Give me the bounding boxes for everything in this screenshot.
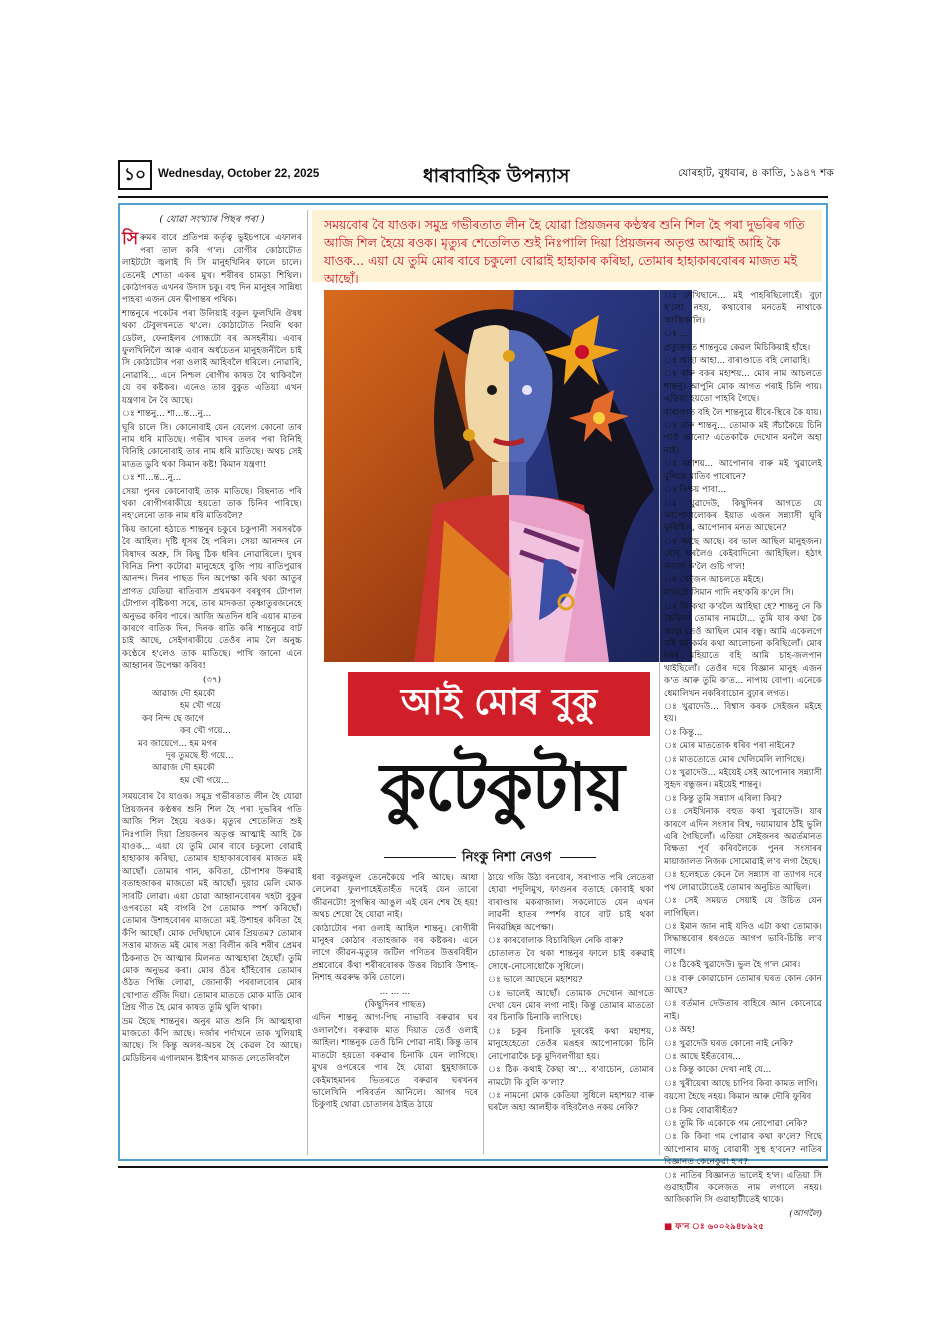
poem-line: দূৰ তুমছে হী গয়ে... [166, 751, 234, 762]
column-rule [307, 210, 308, 1155]
paragraph: বাৰাণ্ডাত বহি লৈ শান্তনুৱে ধীৰে-স্থিৰে কৈ যায়। [664, 407, 822, 418]
paragraph: ঃ তুমি কি একোকে গম নোপোৱা নেকি? [664, 1119, 808, 1129]
column-rule [483, 872, 484, 1154]
poem [122, 688, 302, 787]
poem-line: কব নিন্দ ছে জাগে [142, 713, 205, 724]
paragraph: ঃ খুৱাদেউ... মইয়েই সেই আপোনাৰ সন্ন্যাসী সুহৃদ বন্ধুজন। মইয়েই শান্তনু। [664, 768, 822, 791]
poem-line: আৱাজ দৌ হমকৌ [152, 689, 216, 700]
time-note: (কিছুদিনৰ পাছত) [364, 1000, 426, 1011]
paragraph: ঃ খুৰীয়েৰা আছে চাপিব কিবা কামত লাগি। [664, 1078, 818, 1089]
author-name: নিংকু নিশা নেওগ [462, 850, 552, 865]
paragraph: ঃ চকুৰ চিনাকি দুৰৰেই কথা মহাশয়, মানুহেহেতো তেওঁৰ মঙহৰ আপোনাকো চিনি নোপোৱাকৈ চকু মুদিবলগীয়া হয়। [488, 1026, 654, 1062]
paragraph: ঃ সেইখিনাক বহুত কথা খুৱাদেউ। যাৰ কাৰণে এদিন সংসাৰ বিশ্ব, দয়ামায়াৰ ঠাঁই ভুলি এৰি গৈছিলোঁ। এতিয়া সেইজনৰ অৱৰ্তমানত বিক্ষতা পূৰ্ব কৰিবলৈকে পুনৰ সংসাৰৰ মায়াজালত নিজক সোমোৱাই ল'ব লগা হৈছে। [664, 807, 822, 867]
author-rule [560, 857, 596, 858]
paragraph: ঃ খুৱাদেউ ঘৰত কোনো নাই নেকি? [664, 1038, 793, 1049]
paragraph: ঃ মোৰ মাততোক ধৰিব পৰা নাইনে? [664, 741, 795, 752]
paragraph: সময়বোৰ বৈ যাওক। সমুদ্ৰ গভীৰতাত লীন হৈ যোৱা প্ৰিয়জনৰ কণ্ঠস্বৰ শুনি শিল হৈ পৰা দুভৰিৰ গতি আজি শিল হৈয়ে ৰওক। মৃত্যুৰ শেতেলিত শুই নিঃপালি দিয়া প্ৰিয়জনৰ অতৃপ্ত আত্মাই আহি কৈ যাওক... এয়া যে তুমি মোৰ বাবে চকুলো বোৱাই হাহাকাৰ কৰিছা, তোমাৰ হাহাকাৰবোৰৰ মাজত মই আছোঁ। তোমাৰ গান, কবিতা, চৌপাশৰ উৰুৱাই বতাহজাকৰ মাজতো মই আছোঁ। দুয়ার মেলি মোক সাবটি লোৱা। এয়া চোৱা আহ্বানবোৰৰ খহটা বুকুৰ ওপৰতো মই বাগৰি গৈ তোমাক স্পৰ্শ কৰিছোঁ। তোমাৰ উশাহবোৰৰ মাজতো মই উশাহৰ কবিতা হৈ কঁপি আছোঁ। মোক দেখিছানে মোৰ প্ৰিয়তম? তোমাৰ সত্তাৰ মাজত মই মোৰ সত্তা বিলীন কৰি শৰীৰ প্ৰেমৰ ঠিকনাত দৈ আত্মাৰ মিলনত আত্মহাৰা হৈছোঁ। তুমি মোক অনুভৱ কৰা। মোৰ ওঁঠৰ হাঁহিবোৰ তোমাৰ ওঁঠত পিন্ধি লোৱা, জোনাকী পৰবালবোৰ মোৰ খোপাত গুঁজি দিয়া। তোমাৰ মাততে মোক মাতি মোৰ প্ৰিয় গীত হৈ মোৰ কাষত তুমি থুলি থাকা। [122, 792, 302, 1014]
paragraph: ঃ কিন্তু... [664, 727, 703, 738]
paragraph: ভ্ৰম হৈছে শান্তনুৰ। অনুৰ মাত শুনি সি আত্মহাৰা মাজতো কঁপি আছে। দৰ্জাৰ পৰ্দাখনে তাক খুলিয়াই আছে। সি কিন্তু অলৰ-অচৰ হৈ কেৱল বৈ আছে। মেডিচিনৰ এগালমান ষ্টাইপৰ মাজত লেতেলিবলৈ [122, 1016, 302, 1064]
paragraph: ঃ অহ! [664, 1025, 696, 1036]
paragraph: ঃ ভালেই আছোঁ। তোমাক দেখোন আগতে দেখা যেন মোৰ লগা নাই। কিন্তু তোমাৰ মাততো বৰ চিনাকি চিনাকি লাগিছে। [488, 988, 654, 1024]
paragraph: ঃ নিশ্চয় পাবা... [664, 485, 727, 496]
pull-quote: সময়বোৰ বৈ যাওক। সমুদ্ৰ গভীৰতাত লীন হৈ যোৱা প্ৰিয়জনৰ কণ্ঠস্বৰ শুনি শিল হৈ পৰা দুভৰিৰ গতি আজি শিল হৈয়ে ৰওক। মৃত্যুৰ শেতেলিত শুই নিঃপালি দিয়া প্ৰিয়জনৰ অতৃপ্ত আত্মাই আহি কৈ যাওক... এয়া যে তুমি মোৰ বাবে চকুলো বোৱাই হাহাকাৰ কৰিছা, তোমাৰ হাহাকাৰবোৰৰ মাজত মই আছোঁ। [312, 210, 822, 282]
middle-column-2 [488, 872, 654, 1154]
story-title: কুটেকুটায় [380, 749, 624, 826]
paragraph: প্ৰত্যুত্তৰত শান্তনুৱে কেৱল মিচিকিয়াই হাঁহে। [664, 342, 811, 353]
paragraph: ঃ কিয় বোৱাৰীহঁত? [664, 1105, 738, 1116]
poem-line: হম খৌ গয়ে... [180, 775, 230, 786]
paragraph: ঃ নামনো মোক কেতিয়া সুধিলে মহাশয়? বাৰু ঘৰলৈ অহা আলহীক বহিবলৈও নকয় নেকি? [488, 1090, 654, 1114]
paragraph: ঃ বাৰু শান্তনু... তোমাক মই সঁচাকৈয়ে চিনি পাওঁ জানো? এতেকাকৈ দেখোন মনলৈ অহা নাই। [664, 421, 822, 456]
paragraph: ঃ ঠিক কথাই কৈছা অ'... ৰ'বাচোন, তোমাৰ নামটো কি বুলি ক'লা? [488, 1065, 654, 1088]
paragraph: ঃ কাৰবোলাক বিচাৰিছিল নেকি বাৰু? [488, 936, 624, 947]
paragraph: ধৰা বকুলফুল তেনেকৈয়ে পৰি আছে। আধা লেলেৱা ফুলপাহেইতাহঁত দৰেই যেন তাৰো জীৱনটো! সুগন্ধিৰ আঙুল এই যেন শেষ হৈ হয়! অথচ শেষো হৈ যোৱা নাই। [312, 873, 478, 921]
poem-line: মব জায়েগে... হম মগৰ [138, 738, 218, 749]
paragraph: সিৰুমৰ বাবে প্ৰতিপন্ন কৰ্তৃত্ব ভুইচপাৰে এফালৰ পৰা তাল কৰি গ'ল। বোগীৰ কোঠাটোত লাইটটো জ্বলাই দি সি মানুহখিনিৰ ফালে চালে। তেনেই শোতা একৰ মুখ। শৰীৰৰ চামড়া শিথিল। কোঠাগৰত এখনৰ উদাস চকু। বহু দিন মানুহৰ সান্নিধ্য পাহৰা এজন যেন দ্বীপান্তৰ পথিক। [122, 229, 302, 306]
paragraph: ঃ ভালে আছেনে মহাশয়? [488, 975, 583, 986]
continued-label: (আগলৈ) [789, 1208, 822, 1219]
paragraph: কিয় জানো হঠাতে শান্তনুৰ চকুৰে চকুপানী সৰসৰকৈ বৈ আহিল। দৃষ্টি ধূসৰ হৈ পৰিল। সেয়া আনন্দৰ নে বিষাদৰ অশ্ৰু, সি কিছু ঠিক ধৰিব নোৱাৰিলে। দুখৰ বিনিদ্ৰ নিশা কটোৱা মানুহেহে বুজি পায় ৰাতিপুৱাৰ আনন্দ। দিনৰ পাছত দিন অপেক্ষা কৰি থকা আতুৰ প্ৰাণত যেতিয়া ৰাতিবাস প্ৰথমকণ বৰষুণৰ টোপাল টোপাল বৃষ্টিকণা সৰে, তাৰ মাদকতা তৃষ্ণাতুৰজনেহে অনুভৱ কৰিব পাৰে। আজি অতদিন ধৰি এয়াৰ মাতৰ কাৰণে বাতিক দিন, দিনক ৰাতি কৰি শান্তনুৱে বাট চাই আছে, সেইগৰাকীয়ে তেওঁৰ নাম লৈ অনুচ্চ কণ্ঠেৰে হ'লেও তাক মাতিছে। পাখি জানো এনে আহ্বানৰ উপেক্ষা কৰিব! [122, 524, 302, 672]
section-title: ধাৰাবাহিক উপন্যাস [423, 165, 570, 187]
masthead [118, 156, 834, 196]
paragraph: ঃ আছে ইহঁতবোৰ... [664, 1051, 741, 1062]
story-title-band: আই মোৰ বুকু [348, 672, 650, 736]
middle-column [312, 872, 478, 1154]
paragraph: ঃ শান্তনু... শা...ন্ত...নু... [122, 409, 212, 420]
paragraph: চোতালত বৈ থকা শান্তনুৰ ফালে চাই বৰুৱাই সোধে-নোসোধোকৈ সুধিলে। [488, 949, 654, 972]
paragraph: ঃ ... [664, 329, 688, 340]
paragraph: ঃ কিন্তু কাকো দেখা নাই যে... [664, 1065, 772, 1076]
illustration-woman-painting [324, 290, 692, 662]
paragraph: ঃ কিন্তু তুমি সন্ন্যাস এৰিলা কিয়? [664, 793, 782, 804]
paragraph: বয়সো হৈছে নহয়। কিমান আৰু দৌৰি ফুৰিব [664, 1092, 812, 1103]
paragraph: ঃ দেখিছানে... মই পাহৰিছিলোহেঁ। বুঢ়া হ'লো নহয়, কথাবোৰ মনতেই নাথাকে আজিকালি। [664, 291, 822, 326]
paragraph: ঘূৰি চালে সি। কোনোবাই যেন বেলেগ কোনো তাৰ নাম ধৰি মাতিছে। গভীৰ খাদৰ তলৰ পৰা বিনিহি বিনিহি কোনোবাই তাৰ নাম ধৰি মাতিছে। অথচ সেই মাতত ডুবি থকা কিমান কষ্ট! কিমান যন্ত্ৰণা! [122, 422, 302, 470]
poem-line: আৱাজ দৌ হমকৌ [152, 763, 216, 774]
paragraph: ঃ ইমান জান নাই যদিও এটা কথা তোমাক। সিদ্ধান্তবোৰ ধৰওতে আগপ ভাবি-চিন্তি ল'ব লাগে। [664, 921, 822, 957]
poem-line: কব খৌ গয়ে... [180, 726, 231, 737]
paragraph: কোঠাটোৰ পৰা ওলাই আহিল শান্তনু। ৰোগীৰী মানুহৰ কোঠাৰ বতাহজাক বৰ কষ্টকৰ। এনে লাগে জীৱন-মৃত্যুৰ জটিল গণিতৰ উত্তৰবিহীন প্ৰশ্নবোৰে কঁথা শৰীৰবোৰক উত্তৰ বিচাৰি উশাহ-নিশাহ অৱৰুদ্ধ কৰি তোলে। [312, 923, 478, 984]
poem-number: (৩৭) [202, 674, 222, 685]
paragraph: ঃ মহাশয়... আপোনাৰ বাৰু মই খুৱালেই বুলিয়ে মাতিব পাৰোনে? [664, 459, 822, 482]
paragraph: ঃ কি কথা ক'বলৈ আহিছা হে? শান্তনু নে কি কৈছিলা তোমাৰ নামটো... তুমি যাৰ কথা কৈ আছা তেওঁ আছিল মোৰ বন্ধু। আমি একেলগে বহি ধৰ্ম-কৰ্মৰ কথা আলোচনা কৰিছিলোঁ। মোৰ ঘৰৰ মহিয়াতে বহি আমি চাহ-জলপান খাইছিলোঁ। তেওঁৰ দৰে বিজ্ঞান মানুহ এজন ক'ত আৰু তুমি ক'ত... নাপায় বোপা। এনেকে ধেমালিখন নকৰিবাচোন বুঢ়াৰ লগত। [664, 601, 822, 699]
paragraph: ঃ আহা আহা... বাৰাণ্ডাতে বহি লোৱাহি। [664, 356, 811, 367]
paragraph: ঃ হলেহতে কেনে লৈ সন্ন্যাস বা ত্যাগৰ দৰে পথ লোৱাটোতেই তোমাৰ অনুচিত আছিল। [664, 870, 822, 893]
separator: ... ... ... [379, 986, 411, 997]
paragraph: ঃ সেই সময়ত সেয়াই যে উচিত যেন লাগিছিল। [664, 896, 822, 919]
paragraph: ঃ বাৰু কোৱাচোন তোমাৰ ঘৰত কোন কোন আছে? [664, 973, 822, 996]
date: Wednesday, October 22, 2025 [158, 168, 320, 180]
paragraph: ঃ সেইজন আচলতে মইহে। [664, 574, 764, 585]
paragraph: ঃ বাৰু বকৰ মহাশয়... মোৰ নাম আচলতে শান্তনু। আপুনি মোক আগত পৰাই চিনি পায়। এতিয়া হয়তো পাহৰি গৈছে। [664, 369, 822, 405]
paragraph: সেয়া পুনৰ কোনোবাই তাক মাতিছে। বিছনাত পৰি থকা ৰোগীগৰাকীয়ে হয়তো তাক চিনিব পাৰিছে। নহ'লেনো তাক নাম ধৰি মাতিবলৈ? [122, 486, 302, 522]
right-column [664, 290, 822, 1233]
poem-line: হম খৌ গয়ে [180, 701, 221, 712]
paragraph: ঃ ঠিকেই খুৱাদেউ। ভুল হৈ গ'ল মোৰ। [664, 960, 801, 971]
paragraph: ঃ খুৱাদেউ, কিছুদিনৰ আগতে যে আপোনালোকৰ ইয়াত এজন সন্ন্যাসী ঘূৰি ফুৰিছিল, আপোনাৰ মনত আছেনে? [664, 498, 822, 534]
top-rule [118, 196, 828, 198]
paragraph: এদিন শান্তনু আগ-পিছ নাভাবি বৰুৱাৰ ঘৰ ওলালগৈ। বৰুৱাক মাত দিয়াত তেওঁ ওলাই আহিল। শান্তনুক তেওঁ চিনি পোৱা নাই। কিন্তু তাৰ মাতটো হয়তো বৰুৱাৰ চিনাকি যেন লাগিছে। মুখৰ ওপৰেৰে পাৰ হৈ যোৱা ধুমুহাজাকে কেইমাহমানৰ ভিতৰতে বৰুৱাৰ ঘৰখনৰ ভালেখিনি পৰিবৰ্তন আনিলে। আগৰ দৰে চিকুণাই থোৱা চোতালৰ ঠাইত ঠায়ে [312, 1013, 478, 1111]
bindi [503, 350, 515, 362]
continued-note: ( যোৱা সংখ্যাৰ পিছৰ পৰা ) [159, 214, 265, 225]
page-number: ১০ [118, 160, 152, 190]
paragraph: শান্তনুৰে পকেটৰ পৰা উলিয়াই বকুল ফুলখিনি ঔষধ থকা টেবুলখনতে থ'লে। কোঠাটোত নিয়নি থকা ডেটল, ফেনাইলৰ গোন্ধটো বৰ অসহনীয়। এবাৰ ফুলখিনিলৈ আৰু এবাৰ অৰ্ধচেতন মানুহজনীলৈ চাই সি কোঠাটোৰ পৰা ওলাই আহিবলৈ ধৰিলে। নোৱাৰি, নোৱাৰি... এনে নিশ্চল ৰোগীৰ কাষত বৈ থাকিবলৈ যে বৰ কষ্টকৰ। এনেও তাৰ বুকুত এতিয়া এখন যন্ত্ৰণাৰ নৈ বৈ আছে। [122, 308, 302, 406]
author-rule [384, 857, 456, 858]
paragraph: ঃ নাতিৰ বিজ্ঞানত ভালেই হ'ল। এতিয়া সি গুৱাহাটীৰ কলেজত নাম লগালে নহয়। আজিকালি সি গুৱাহাটীতেই থাকে। [664, 1170, 822, 1206]
place-date: যোৰহাট, বুধবাৰ, ৪ কাতি, ১৯৪৭ শক [678, 167, 834, 179]
paragraph: ঃ শা...ন্ত...নু... [122, 473, 182, 484]
paragraph: ঃ আছে আছে। বৰ ভাল আছিল মানুহজন। মোৰ ঘৰলৈও কেইবাদিনো আহিছিল। হঠাৎ জানো ক'লৈ গুচি গ'ল! [664, 536, 822, 572]
drop-cap: সি [122, 229, 139, 250]
author-phone: ■ ফ'ন ঃ ৬০০২৯৪৮৯২৫ [664, 1222, 765, 1233]
paragraph: ঃ বৰ্তমান দেউতাৰ বাহিৰে আন কোনোৱে নাই। [664, 999, 822, 1022]
paragraph: ঃ মাততোতে মোৰ খেলিমেলি লাগিছে। [664, 754, 805, 765]
left-column [122, 214, 302, 1154]
paragraph: মাতটো সিমান গাদি নহ'কৰি ক'লে সি। [664, 588, 794, 599]
paragraph: ঠায়ে গজি উঠা বনবোৰ, সৰাপাত পৰি লেতেৰা হোৱা পদূলিমুখ, ফাগুনৰ বতাহে কোবাই থকা বাৰাণ্ডাৰ মকৰাজাল। সকলোতে যেন এখন লাৱনী হাতৰ স্পৰ্শৰ বাবে বাট চাই থকা নিৰৱচ্ছিন্ন অপেক্ষা। [488, 873, 654, 933]
paragraph: ঃ কি কিবা গম পোৱাৰ কথা ক'লে? গিছে আপোনাৰ মাজু বোৱাৰী সুস্থ হ'বনে? নাতিৰ বিজ্ঞানত কেনেকুৱা হ'ব? [664, 1132, 822, 1168]
column-rule [659, 290, 660, 1155]
paragraph: ঃ খুৱাদেউ... বিশ্বাস কৰক সেইজন মইহে হয়। [664, 702, 822, 725]
